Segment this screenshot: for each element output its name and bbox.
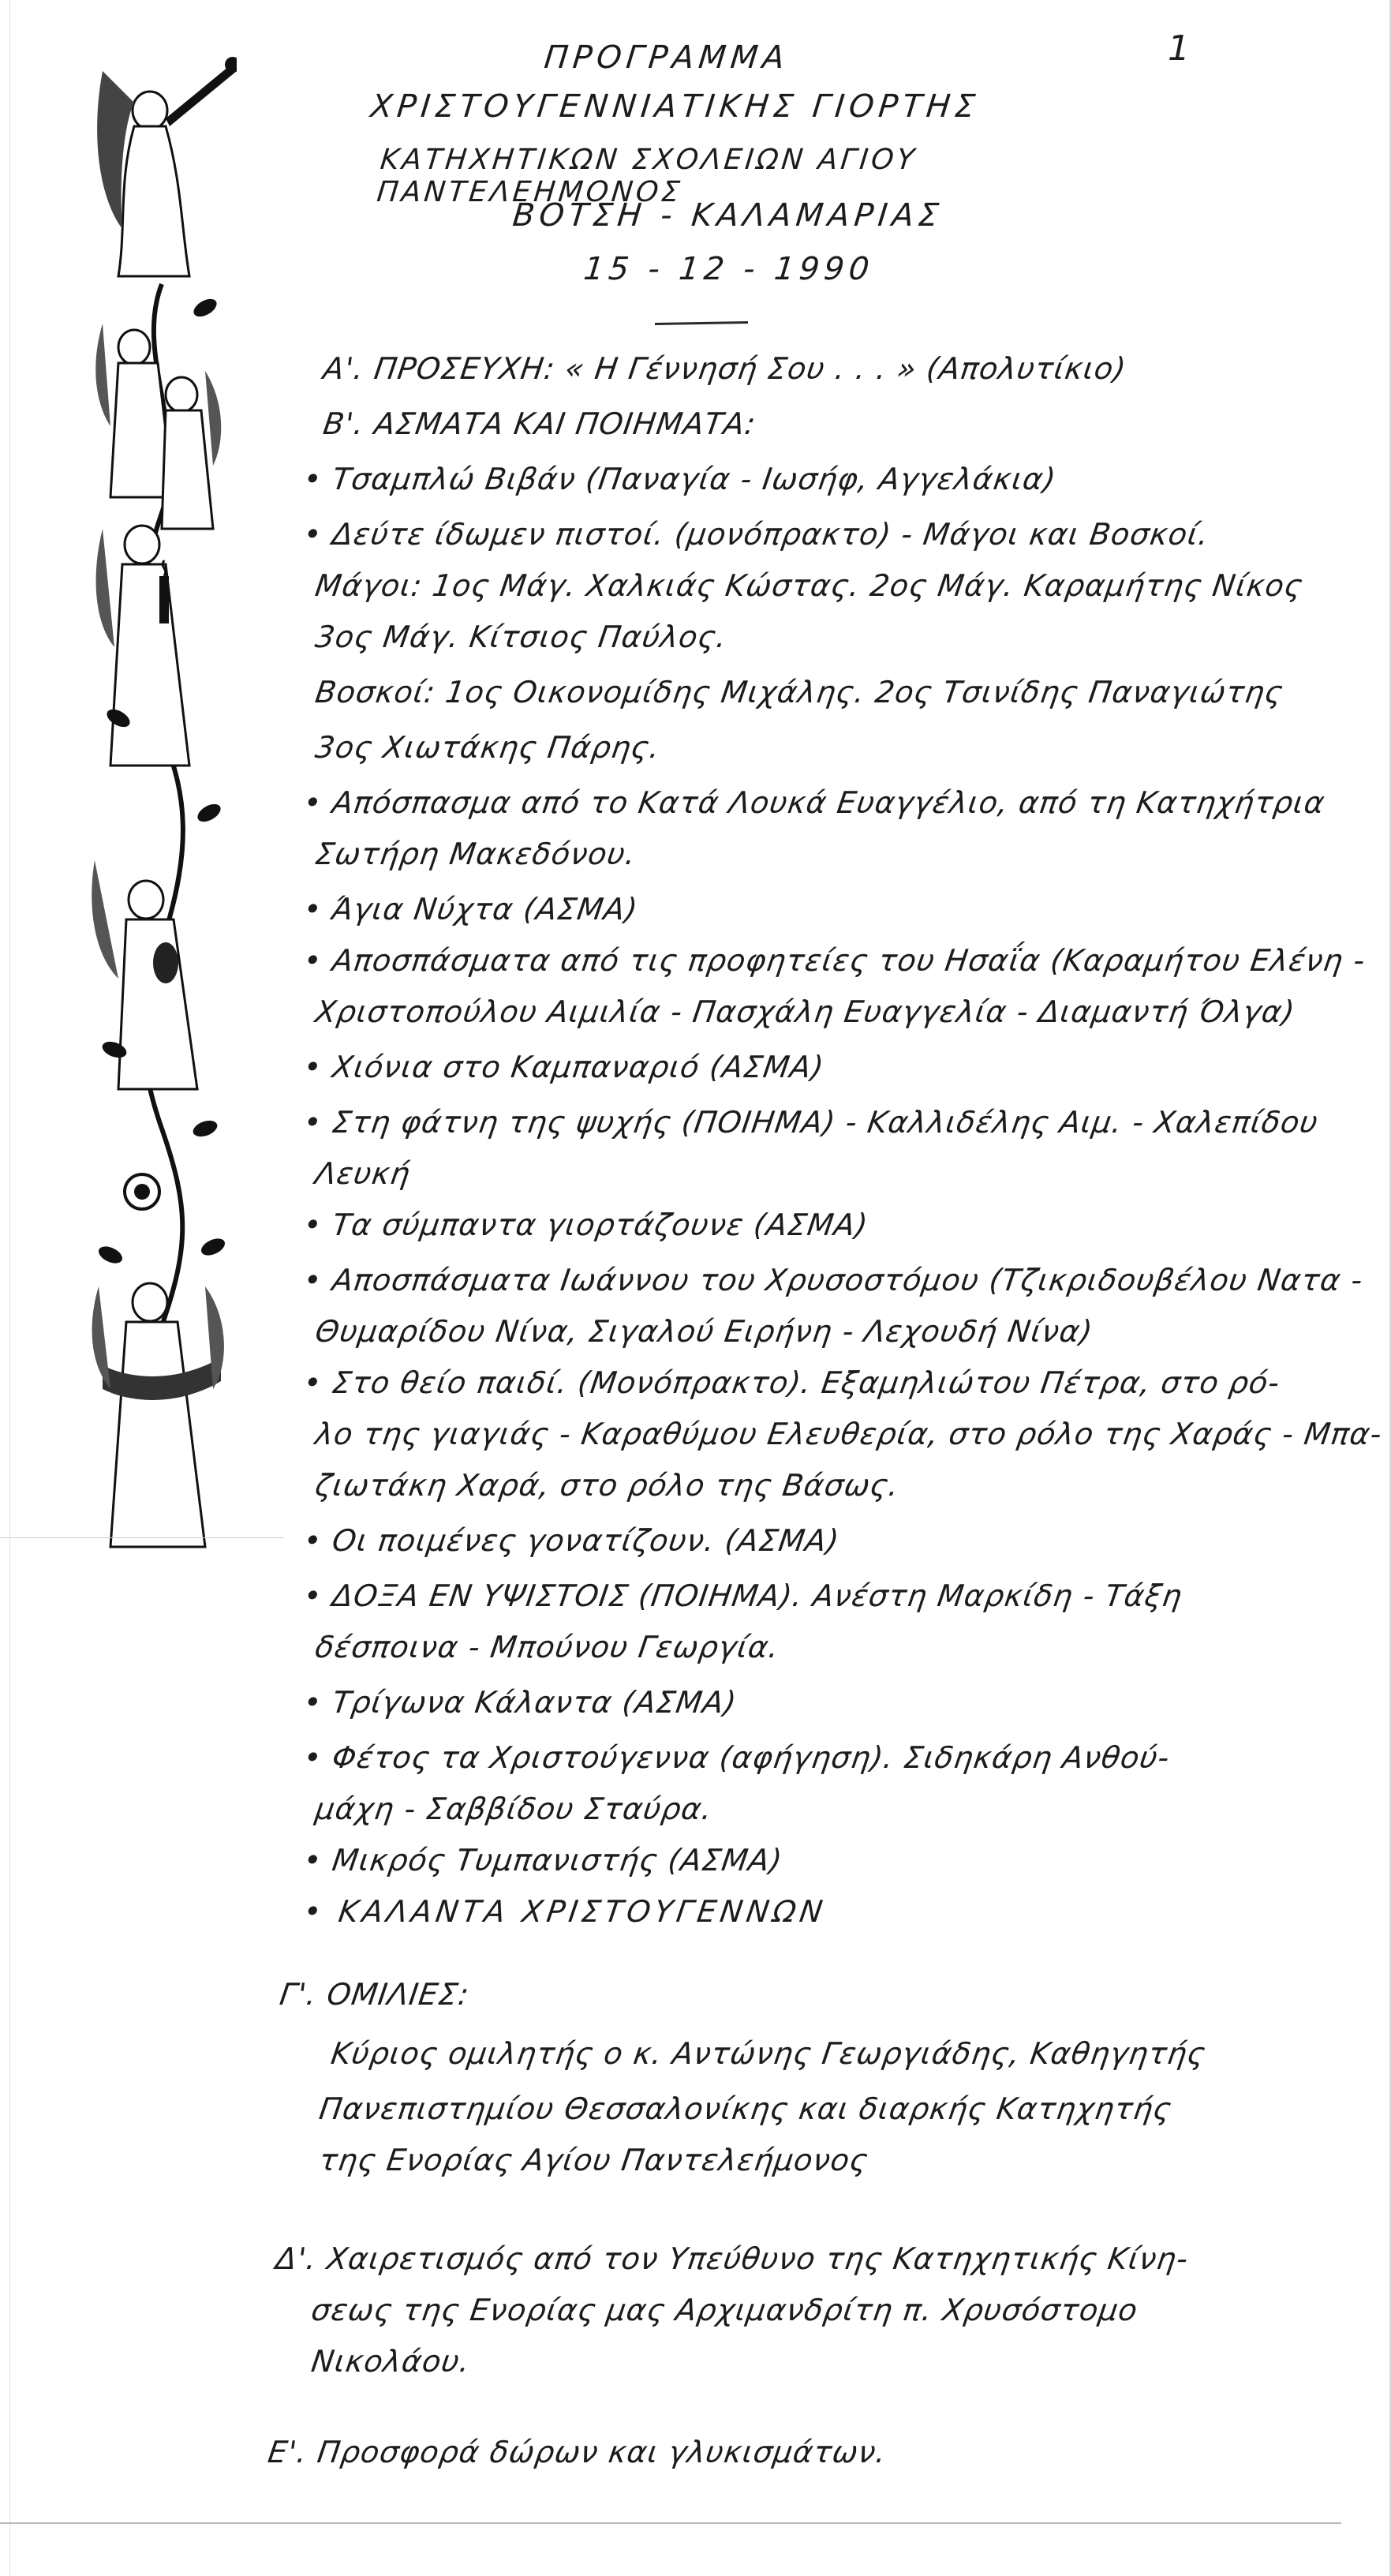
item-line: • Αποσπάσματα από τις προφητείες του Ησαΐα (Καραμήτου Ελένη - <box>301 943 1368 978</box>
trumpet-angel-icon <box>97 57 237 276</box>
title-line-3: ΚΑΤΗΧΗΤΙΚΩΝ ΣΧΟΛΕΙΩΝ ΑΓΙΟΥ ΠΑΝΤΕΛΕΗΜΟΝΟΣ <box>375 144 919 208</box>
item-line: • Άγια Νύχτα (ΑΣΜΑ) <box>301 892 641 927</box>
section-c-heading: Γ'. ΟΜΙΛΙΕΣ: <box>277 1977 472 2012</box>
item-line: Θυμαρίδου Νίνα, Σιγαλού Ειρήνη - Λεχουδή Νίνα) <box>312 1314 1095 1349</box>
title-line-1: ΠΡΟΓΡΑΜΜΑ <box>542 39 791 76</box>
angel-pair-icon <box>95 324 221 529</box>
title-line-5: 15 - 12 - 1990 <box>581 251 876 287</box>
item-line: • Στο θείο παιδί. (Μονόπρακτο). Εξαμηλιώτου Πέτρα, στο ρό- <box>301 1365 1283 1400</box>
title-line-4: ΒΟΤΣΗ - ΚΑΛΑΜΑΡΙΑΣ <box>510 197 945 234</box>
item-line: μάχη - Σαββίδου Σταύρα. <box>312 1792 715 1826</box>
item-line: 3ος Μάγ. Κίτσιος Παύλος. <box>312 620 730 654</box>
speech-line: Κύριος ομιλητής ο κ. Αντώνης Γεωργιάδης, Καθηγητής <box>328 2036 1209 2071</box>
item-line: Μάγοι: 1ος Μάγ. Χαλκιάς Κώστας. 2ος Μάγ. Καραμήτης Νίκος <box>312 568 1306 603</box>
rose-icon <box>125 1174 159 1209</box>
section-d-greeting: Δ'. Χαιρετισμός από τον Υπεύθυνο της Κατηχητικής Κίνη- <box>273 2241 1191 2276</box>
item-line: Σωτήρη Μακεδόνου. <box>312 837 638 871</box>
item-line: • Απόσπασμα από το Κατά Λουκά Ευαγγέλιο, από τη Κατηχήτρια <box>301 785 1328 820</box>
fold-line <box>0 1537 284 1538</box>
item-line: • Τσαμπλώ Βιβάν (Παναγία - Ιωσήφ, Αγγελάκια) <box>301 462 1059 496</box>
item-line: • ΔΟΞΑ ΕΝ ΥΨΙΣΤΟΙΣ (ΠΟΙΗΜΑ). Ανέστη Μαρκίδη - Τάξη <box>301 1578 1185 1613</box>
item-line: • Τρίγωνα Κάλαντα (ΑΣΜΑ) <box>301 1685 739 1720</box>
angel-border-illustration <box>87 24 237 1555</box>
item-line: • Μικρός Τυμπανιστής (ΑΣΜΑ) <box>301 1843 785 1878</box>
item-line: • Τα σύμπαντα γιορτάζουνε (ΑΣΜΑ) <box>301 1208 871 1242</box>
section-b-heading: Β'. ΑΣΜΑΤΑ ΚΑΙ ΠΟΙΗΜΑΤΑ: <box>320 406 759 441</box>
item-line: • Στη φάτνη της ψυχής (ΠΟΙΗΜΑ) - Καλλιδέλης Αιμ. - Χαλεπίδου <box>301 1105 1321 1140</box>
speech-line: της Ενορίας Αγίου Παντελεήμονος <box>316 2143 871 2177</box>
speech-line: Πανεπιστημίου Θεσσαλονίκης και διαρκής Κατηχητής <box>316 2091 1175 2126</box>
item-line: • Δεύτε ίδωμεν πιστοί. (μονόπρακτο) - Μάγοι και Βοσκοί. <box>301 517 1212 552</box>
item-line: • Αποσπάσματα Ιωάννου του Χρυσοστόμου (Τζικριδουβέλου Νατα - <box>301 1263 1366 1297</box>
item-line: • Χιόνια στο Καμπαναριό (ΑΣΜΑ) <box>301 1050 827 1084</box>
scroll-angel-icon <box>92 1283 224 1547</box>
item-line: λο της γιαγιάς - Καραθύμου Ελευθερία, στο ρόλο της Χαράς - Μπα- <box>312 1417 1385 1451</box>
item-line: • ΚΑΛΑΝΤΑ ΧΡΙΣΤΟΥΓΕΝΝΩΝ <box>301 1894 829 1929</box>
section-e-gifts: Ε'. Προσφορά δώρων και γλυκισμάτων. <box>265 2435 889 2469</box>
violin-angel-icon <box>92 860 197 1089</box>
margin-line <box>9 0 10 2576</box>
candle-angel-icon <box>96 526 189 766</box>
item-line: Λευκή <box>312 1156 413 1191</box>
item-line: 3ος Χιωτάκης Πάρης. <box>312 730 663 765</box>
greeting-line: σεως της Ενορίας μας Αρχιμανδρίτη π. Χρυσόστομο <box>308 2293 1141 2327</box>
item-line: Χριστοπούλου Αιμιλία - Πασχάλη Ευαγγελία - Διαμαντή Όλγα) <box>312 994 1298 1029</box>
item-line: • Οι ποιμένες γονατίζουν. (ΑΣΜΑ) <box>301 1523 842 1558</box>
section-a-prayer: Α'. ΠΡΟΣΕΥΧΗ: « Η Γέννησή Σου . . . » (Απολυτίκιο) <box>320 351 1129 386</box>
item-line: δέσποινα - Μπούνου Γεωργία. <box>312 1630 782 1664</box>
page-number: 1 <box>1168 28 1191 69</box>
bottom-line <box>0 2522 1341 2524</box>
item-line: • Φέτος τα Χριστούγεννα (αφήγηση). Σιδηκάρη Ανθού- <box>301 1740 1172 1775</box>
title-line-2: ΧΡΙΣΤΟΥΓΕΝΝΙΑΤΙΚΗΣ ΓΙΟΡΤΗΣ <box>368 88 982 125</box>
item-line: Βοσκοί: 1ος Οικονομίδης Μιχάλης. 2ος Τσινίδης Παναγιώτης <box>312 675 1286 710</box>
greeting-line: Νικολάου. <box>308 2344 473 2379</box>
item-line: ζιωτάκη Χαρά, στο ρόλο της Βάσως. <box>312 1468 902 1503</box>
